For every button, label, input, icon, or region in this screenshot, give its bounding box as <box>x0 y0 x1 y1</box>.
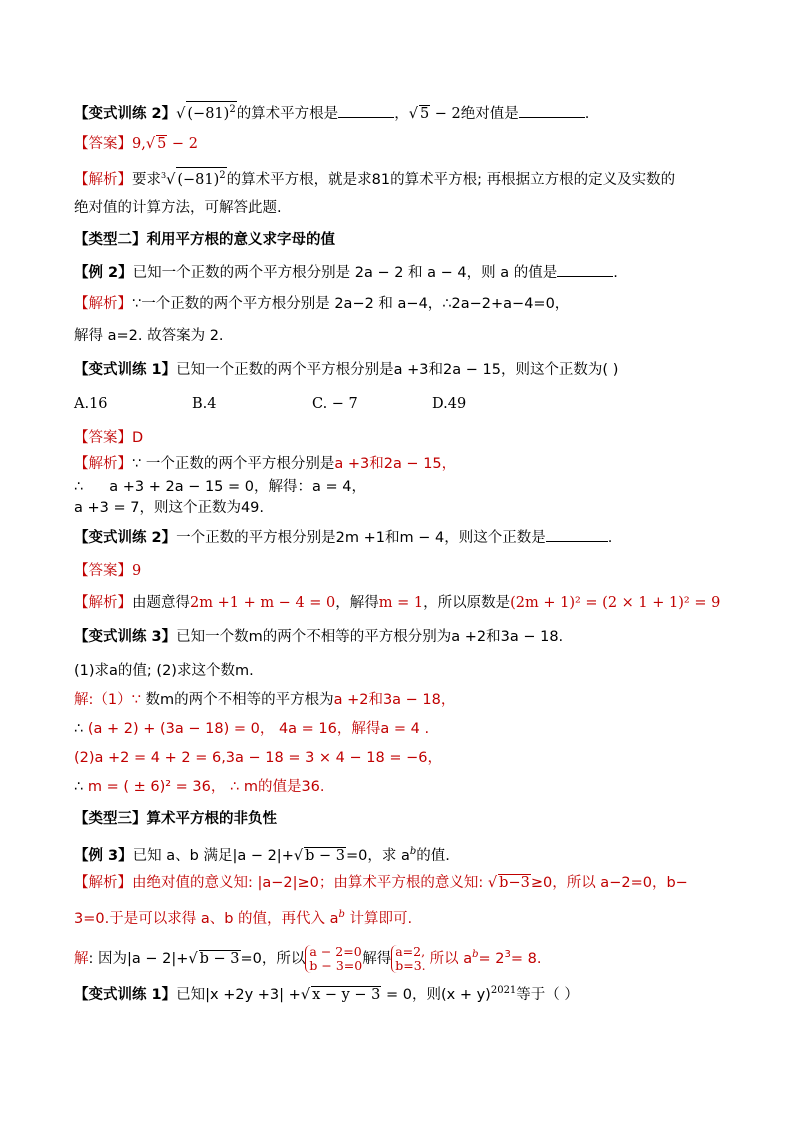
exercise-tag: 【变式训练 1】 <box>74 987 177 1003</box>
solution-system: a=2, b=3. <box>391 945 425 973</box>
variant-exercise-2-question: 【变式训练 2】√ $(-81)^2$的算术平方根是 ，√ 5 − 2绝对值是 . <box>74 101 589 124</box>
section-heading-type-3: 【类型三】算术平方根的非负性 <box>74 811 277 827</box>
answer-tag: 【答案】 <box>74 430 132 446</box>
solution-line-1: 解:（1）∵ 数m的两个不相等的平方根为a +2和3a − 18， <box>74 692 456 708</box>
question-text: 的算术平方根是 <box>236 106 339 122</box>
answer-tag: 【答案】 <box>74 563 132 579</box>
answer-blank[interactable] <box>557 262 613 277</box>
equation-system: a − 2=0 b − 3=0 <box>305 945 362 973</box>
option-b[interactable]: B.4 <box>192 396 217 412</box>
example-2-analysis-line-1: 【解析】∵一个正数的两个平方根分别是 2a−2 和 a−4，∴2a−2+a−4=0， <box>74 296 570 312</box>
analysis-tag: 【解析】 <box>74 595 132 611</box>
analysis-tag: 【解析】 <box>74 875 132 891</box>
answer-blank[interactable] <box>519 103 585 118</box>
example-3-analysis-line-2: 3=0.于是可以求得 a、b 的值，再代入 $a^b$ 计算即可. <box>74 909 413 927</box>
exercise-2b-analysis: 【解析】由题意得2m +1 + m − 4 = 0，解得m = 1，所以原数是(2m + 1)² = (2 × 1 + 1)² = 9 <box>74 595 721 611</box>
example-3-solution: 解: 因为|a − 2|+√ b − 3=0，所以 a − 2=0 b − 3=0解得 a=2, b=3. 所以 $a^b= 2^3= 8$. <box>74 944 542 973</box>
example-3-question: 【例 3】已知 a、b 满足|a − 2|+√ b − 3=0，求 $a^b$的值. <box>74 846 450 864</box>
example-3-analysis-line-1: 【解析】由绝对值的意义知: |a−2|≥0；由算术平方根的意义知: √ b−3≥0，所以 a−2=0，b− <box>74 875 688 891</box>
exercise-tag: 【变式训练 1】 <box>74 362 177 378</box>
variant-exercise-1-question: 【变式训练 1】已知一个正数的两个平方根分别是a +3和2a − 15，则这个正数为( ) <box>74 362 619 378</box>
analysis-line-1: 【解析】要求$^3$√ $(-81)^2$的算术平方根，就是求81的算术平方根; 再根据立方根的定义及实数的 <box>74 166 675 190</box>
answer-line: 【答案】D <box>74 430 144 446</box>
answer-blank[interactable] <box>546 527 608 542</box>
solution-line-2: ∴ (a + 2) + (3a − 18) = 0， 4a = 16，解得a = 4 . <box>74 721 430 737</box>
analysis-tag: 【解析】 <box>74 456 132 472</box>
analysis-line-2: 绝对值的计算方法，可解答此题. <box>74 200 282 216</box>
example-tag: 【例 2】 <box>74 265 133 281</box>
answer-blank[interactable] <box>338 103 394 118</box>
option-a[interactable]: A.16 <box>74 396 108 412</box>
sub-questions: (1)求a的值; (2)求这个数m. <box>74 663 254 679</box>
option-c[interactable]: C. − 7 <box>312 396 358 412</box>
option-d[interactable]: D.49 <box>432 396 467 412</box>
analysis-tag: 【解析】 <box>74 172 132 188</box>
example-2-question: 【例 2】已知一个正数的两个平方根分别是 2a − 2 和 a − 4，则 a 的值是 . <box>74 262 618 283</box>
sqrt-sign: √ <box>176 106 186 122</box>
exercise-1-analysis-line-3: a +3 = 7，则这个正数为49. <box>74 500 265 516</box>
analysis-tag: 【解析】 <box>74 296 132 312</box>
exercise-1-analysis-line-2: ∴ a +3 + 2a − 15 = 0，解得：a = 4， <box>74 479 366 495</box>
exercise-tag: 【变式训练 2】 <box>74 530 177 546</box>
exercise-tag: 【变式训练 3】 <box>74 629 177 645</box>
answer-line: 【答案】9,√ 5 − 2 <box>74 136 198 152</box>
exercise-tag: 【变式训练 2】 <box>74 106 177 122</box>
section-heading-type-2: 【类型二】利用平方根的意义求字母的值 <box>74 232 335 248</box>
example-tag: 【例 3】 <box>74 848 133 864</box>
answer-line: 【答案】9 <box>74 563 142 579</box>
variant-exercise-2b-question: 【变式训练 2】一个正数的平方根分别是2m +1和m − 4，则这个正数是 . <box>74 527 612 548</box>
example-2-analysis-line-2: 解得 a=2. 故答案为 2. <box>74 328 224 344</box>
variant-exercise-1-type-3-question: 【变式训练 1】已知|x +2y +3| +√ x − y − 3 = 0，则$(x + y)^{2021}$等于（ ） <box>74 985 579 1003</box>
solution-line-4: ∴ m = ( ± 6)² = 36， ∴ m的值是36. <box>74 779 325 795</box>
solution-line-3: (2)a +2 = 4 + 2 = 6,3a − 18 = 3 × 4 − 18 = −6， <box>74 750 442 766</box>
exercise-1-analysis-line-1: 【解析】∵ 一个正数的两个平方根分别是a +3和2a − 15， <box>74 456 457 472</box>
variant-exercise-3-question: 【变式训练 3】已知一个数m的两个不相等的平方根分别为a +2和3a − 18. <box>74 629 564 645</box>
radicand: $(-81)^2$ <box>186 101 236 122</box>
answer-tag: 【答案】 <box>74 136 132 152</box>
